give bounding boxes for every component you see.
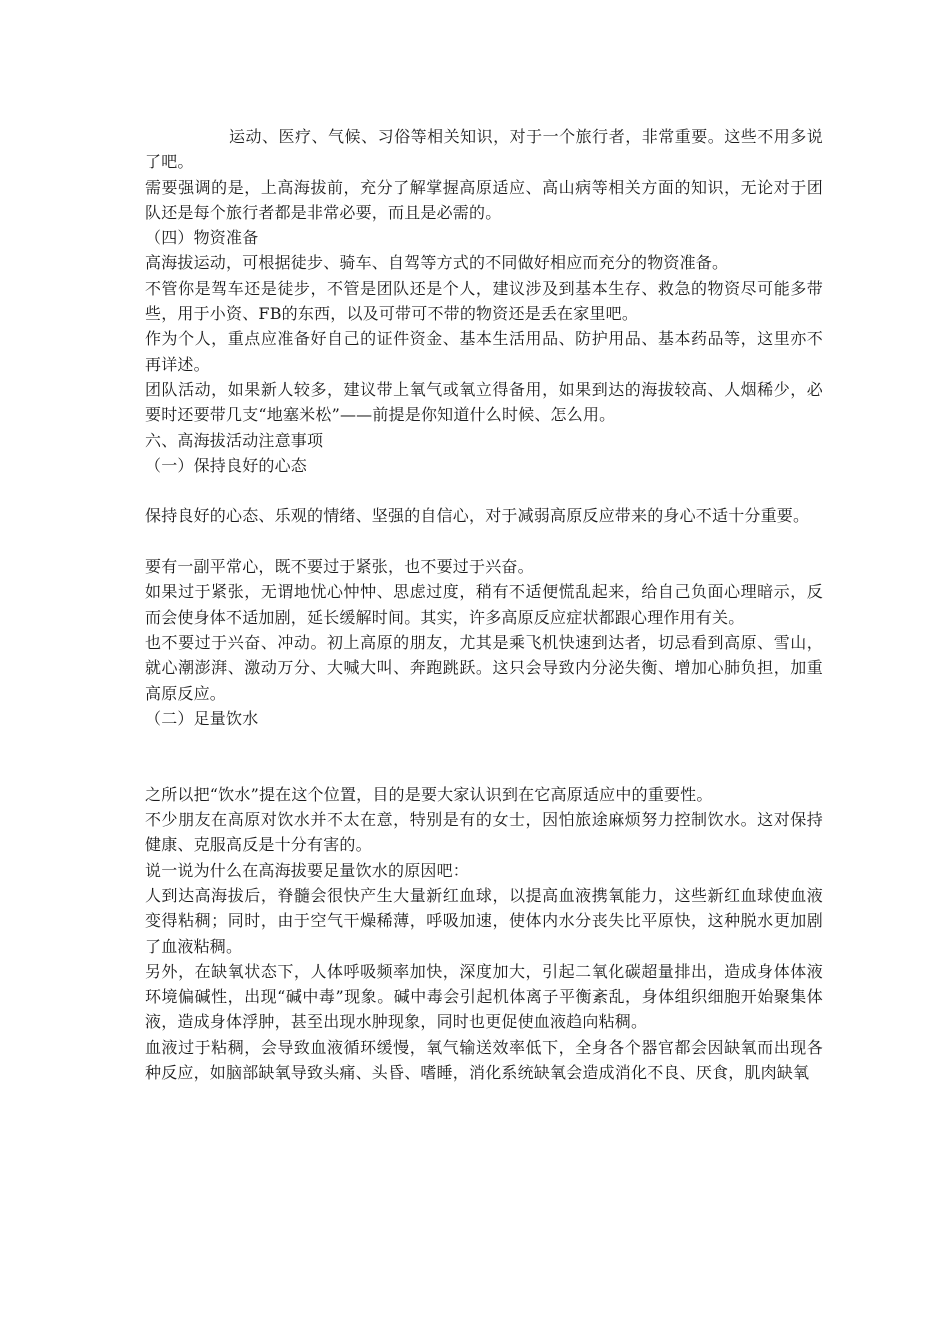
paragraph-emphasis: 需要强调的是，上高海拔前，充分了解掌握高原适应、高山病等相关方面的知识，无论对于团队还是每个旅行者都是非常必要，而且是必需的。 bbox=[145, 177, 823, 222]
paragraph-hydration-importance: 之所以把“饮水”提在这个位置，目的是要大家认识到在它高原适应中的重要性。 bbox=[145, 784, 713, 804]
paragraph-knowledge-intro: 运动、医疗、气候、习俗等相关知识，对于一个旅行者，非常重要。这些不用多说了吧。 bbox=[145, 127, 823, 172]
paragraph-alkalosis: 另外，在缺氧状态下，人体呼吸频率加快，深度加大，引起二氧化碳超量排出，造成身体体液环境偏碱性，出现“碱中毒”现象。碱中毒会引起机体离子平衡紊乱，身体组织细胞开始聚集体液，造成身体浮肿，甚至出现水肿现象，同时也更促使血液趋向粘稠。 bbox=[145, 961, 823, 1032]
paragraph-supplies-intro: 高海拔运动，可根据徒步、骑车、自驾等方式的不同做好相应而充分的物资准备。 bbox=[145, 253, 729, 273]
paragraph-calm-mind: 要有一副平常心，既不要过于紧张，也不要过于兴奋。 bbox=[145, 557, 534, 577]
paragraph-blood-viscosity: 血液过于粘稠，会导致血液循环缓慢，氧气输送效率低下，全身各个器官都会因缺氧而出现各种反应，如脑部缺氧导致头痛、头昏、嗜睡，消化系统缺氧会造成消化不良、厌食，肌肉缺氧 bbox=[145, 1037, 823, 1082]
section-heading-mindset: （一）保持良好的心态 bbox=[145, 455, 308, 475]
paragraph-hydration-reasons: 说一说为什么在高海拔要足量饮水的原因吧： bbox=[145, 860, 470, 880]
blank-line bbox=[145, 478, 823, 503]
section-heading-supplies: （四）物资准备 bbox=[145, 228, 259, 248]
paragraph-too-nervous: 如果过于紧张，无谓地忧心忡忡、思虑过度，稍有不适便慌乱起来，给自己负面心理暗示，反而会使身体不适加剧，延长缓解时间。其实，许多高原反应症状都跟心理作用有关。 bbox=[145, 582, 823, 627]
paragraph-red-blood-cells: 人到达高海拔后，脊髓会很快产生大量新红血球，以提高血液携氧能力，这些新红血球使血液变得粘稠；同时，由于空气干燥稀薄，呼吸加速，使体内水分丧失比平原快，这种脱水更加剧了血液粘稠。 bbox=[145, 885, 823, 956]
blank-line bbox=[145, 731, 823, 782]
paragraph-team-supplies: 团队活动，如果新人较多，建议带上氧气或氧立得备用，如果到达的海拔较高、人烟稀少，必要时还要带几支“地塞米松”——前提是你知道什么时候、怎么用。 bbox=[145, 379, 823, 425]
chapter-heading-precautions: 六、高海拔活动注意事项 bbox=[145, 430, 324, 450]
paragraph-supplies-advice: 不管你是驾车还是徒步，不管是团队还是个人，建议涉及到基本生存、救急的物资尽可能多带些，用于小资、FB的东西，以及可带可不带的物资还是丢在家里吧。 bbox=[145, 278, 823, 324]
paragraph-too-excited: 也不要过于兴奋、冲动。初上高原的朋友，尤其是乘飞机快速到达者，切忌看到高原、雪山，就心潮澎湃、激动万分、大喊大叫、奔跑跳跃。这只会导致内分泌失衡、增加心肺负担，加重高原反应。 bbox=[145, 632, 823, 703]
paragraph-personal-supplies: 作为个人，重点应准备好自己的证件资金、基本生活用品、防护用品、基本药品等，这里亦不再详述。 bbox=[145, 329, 823, 374]
paragraph-hydration-neglect: 不少朋友在高原对饮水并不太在意，特别是有的女士，因怕旅途麻烦努力控制饮水。这对保持健康、克服高反是十分有害的。 bbox=[145, 810, 823, 855]
blank-line bbox=[145, 529, 823, 554]
paragraph-mindset-importance: 保持良好的心态、乐观的情绪、坚强的自信心，对于减弱高原反应带来的身心不适十分重要。 bbox=[145, 506, 810, 526]
document-body bbox=[145, 124, 823, 1085]
section-heading-hydration: （二）足量饮水 bbox=[145, 708, 259, 728]
